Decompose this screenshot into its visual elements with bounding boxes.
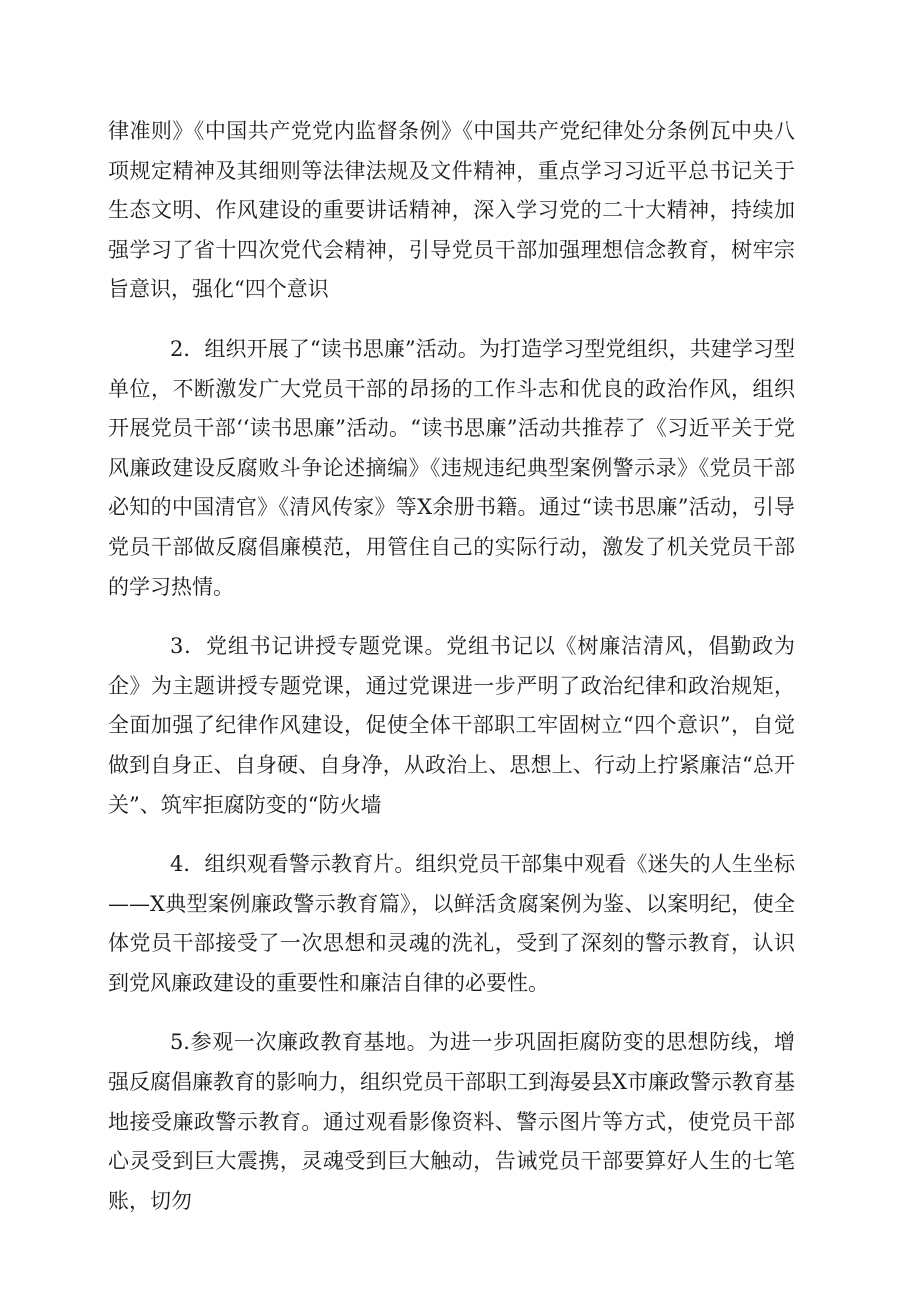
paragraph-continued: 律准则》《中国共产党党内监督条例》《中国共产党纪律处分条例瓦中央八项规定精神及其细则等法律法规及文件精神，重点学习习近平总书记关于生态文明、作风建设的重要讲话精神，深入学习党的二十大精神，持续加强学习了省十四次党代会精神，引导党员干部加强理想信念教育，树牢宗旨意识，强化“四个意识 [108,119,795,302]
document-body [108,112,795,1221]
paragraph-5-education-base: 5.参观一次廉政教育基地。为进一步巩固拒腐防变的思想防线，增强反腐倡廉教育的影响力，组织党员干部职工到海晏县X市廉政警示教育基地接受廉政警示教育。通过观看影像资料、警示图片等方式，使党员干部心灵受到巨大震携，灵魂受到巨大触动，告诫党员干部要算好人生的七笔账，切勿 [108,1030,795,1213]
paragraph-3-party-lecture: 3．党组书记讲授专题党课。党组书记以《树廉洁清风，倡勤政为企》为主题讲授专题党课，通过党课进一步严明了政治纪律和政治规矩，全面加强了纪律作风建设，促使全体干部职工牢固树立“四个意识”，自觉做到自身正、自身硬、自身净，从政治上、思想上、行动上拧紧廉洁“总开关”、筑牢拒腐防变的“防火墙 [108,634,795,817]
paragraph-2-reading-activity: 2．组织开展了“读书思廉”活动。为打造学习型党组织，共建学习型单位，不断激发广大党员干部的昂扬的工作斗志和优良的政治作风，组织开展党员干部‘‘读书思廉”活动。“读书思廉”活动共推荐了《习近平关于党风廉政建设反腐败斗争论述摘编》《违规违纪典型案例警示录》《党员干部必知的中国清官》《清风传家》等X余册书籍。通过“读书思廉”活动，引导党员干部做反腐倡廉模范，用管住自己的实际行动，激发了机关党员干部的学习热情。 [108,336,795,599]
paragraph-4-warning-film: 4．组织观看警示教育片。组织党员干部集中观看《迷失的人生坐标——X典型案例廉政警示教育篇》，以鲜活贪腐案例为鉴、以案明纪，使全体党员干部接受了一次思想和灵魂的洗礼，受到了深刻的警示教育，认识到党风廉政建设的重要性和廉洁自律的必要性。 [108,852,795,995]
